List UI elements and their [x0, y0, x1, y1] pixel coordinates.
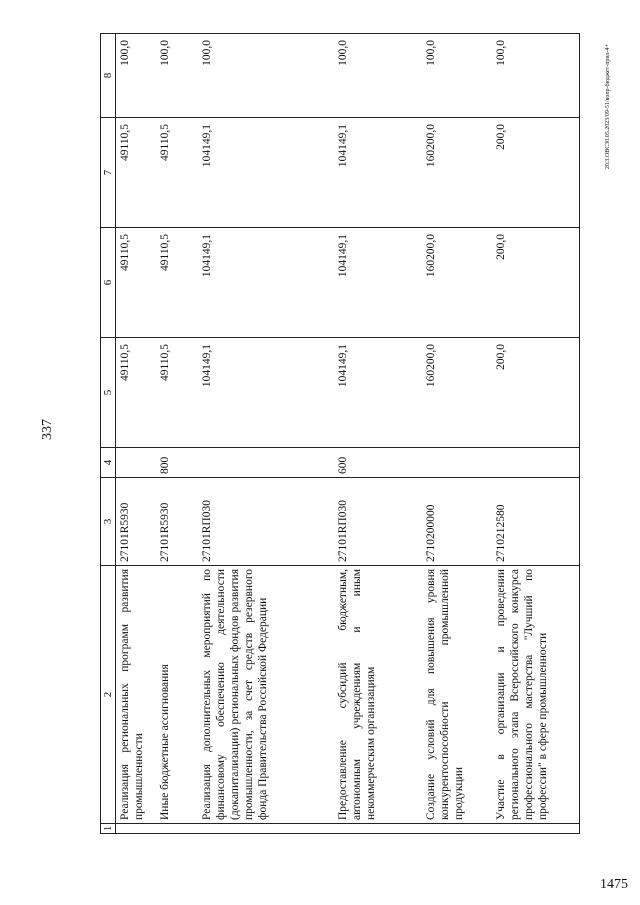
row-value-6: 104149,1: [334, 228, 422, 338]
row-code: 27101RП030: [334, 478, 422, 566]
row-value-7: 160200,0: [422, 118, 492, 228]
row-code: 2710212580: [492, 478, 580, 566]
row-type: [492, 448, 580, 478]
row-type: 800: [156, 448, 198, 478]
row-value-8: 100,0: [156, 34, 198, 118]
row-value-8: 100,0: [334, 34, 422, 118]
row-value-8: 100,0: [422, 34, 492, 118]
table-row: [422, 34, 492, 834]
row-value-6: 49110,5: [156, 228, 198, 338]
page-number-bottom: 1475: [600, 877, 628, 892]
table-row: [492, 34, 580, 834]
budget-table: [100, 33, 580, 834]
row-value-8: 100,0: [198, 34, 334, 118]
row-value-6: 49110,5: [116, 228, 156, 338]
header-col-1: 1: [101, 824, 116, 834]
row-name: Участие в организации и проведении регионального этапа Всероссийского конкурса профессионального мастерства "Лучший по профессии" в сфере промышленности: [492, 566, 580, 824]
header-col-3: 3: [101, 478, 116, 566]
header-col-5: 5: [101, 338, 116, 448]
row-value-8: 100,0: [116, 34, 156, 118]
header-col-4: 4: [101, 448, 116, 478]
row-value-7: 49110,5: [156, 118, 198, 228]
footer-code: 20.3.ОВС30.05.2023/09-51/вопр-бюджет-прил-4+: [605, 44, 611, 170]
row-value-7: 104149,1: [334, 118, 422, 228]
row-name: Иные бюджетные ассигнования: [156, 566, 198, 824]
row-type: 600: [334, 448, 422, 478]
row-name: Создание условий для повышения уровня конкурентоспособности промышленной продукции: [422, 566, 492, 824]
row-code: 27101RП030: [198, 478, 334, 566]
row-value-5: 49110,5: [156, 338, 198, 448]
header-col-2: 2: [101, 566, 116, 824]
row-type: [422, 448, 492, 478]
row-value-5: 104149,1: [334, 338, 422, 448]
row-type: [116, 448, 156, 478]
table-row: [156, 34, 198, 834]
row-value-8: 100,0: [492, 34, 580, 118]
row-code: 27101R5930: [156, 478, 198, 566]
row-name: Реализация дополнительных мероприятий по финансовому обеспечению деятельности (докапитализации) региональных фондов развития промышленности, за счет средств резервного фонда Правительства Российской Федерации: [198, 566, 334, 824]
row-value-6: 200,0: [492, 228, 580, 338]
row-value-6: 104149,1: [198, 228, 334, 338]
row-name: Предоставление субсидий бюджетным, автономным учреждениям и иным некоммерческим организациям: [334, 566, 422, 824]
row-code: 2710200000: [422, 478, 492, 566]
row-value-7: 104149,1: [198, 118, 334, 228]
table-row: [334, 34, 422, 834]
budget-table-rotated: [100, 34, 549, 834]
row-type: [198, 448, 334, 478]
row-value-5: 49110,5: [116, 338, 156, 448]
row-value-6: 160200,0: [422, 228, 492, 338]
header-col-7: 7: [101, 118, 116, 228]
table-row: [198, 34, 334, 834]
table-row: [116, 34, 156, 834]
row-value-5: 104149,1: [198, 338, 334, 448]
row-value-5: 160200,0: [422, 338, 492, 448]
row-name: Реализация региональных программ развития промышленности: [116, 566, 156, 824]
row-code: 27101R5930: [116, 478, 156, 566]
page-number-top: 337: [40, 419, 55, 440]
row-value-7: 49110,5: [116, 118, 156, 228]
header-row: [101, 34, 116, 834]
row-value-7: 200,0: [492, 118, 580, 228]
header-col-6: 6: [101, 228, 116, 338]
row-value-5: 200,0: [492, 338, 580, 448]
header-col-8: 8: [101, 34, 116, 118]
